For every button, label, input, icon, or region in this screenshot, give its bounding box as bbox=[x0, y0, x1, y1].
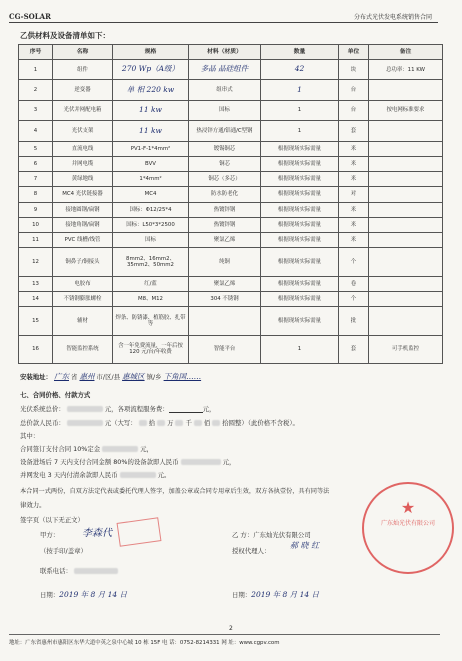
footer-address: 地址：广东省惠州市惠阳区东华大道中英之泉中心城 10 栋 15F 电 话：0752-8214331 网 址：www.cgpv.com bbox=[9, 640, 280, 646]
table-row bbox=[19, 307, 443, 335]
equipment-payment-line bbox=[20, 457, 235, 466]
cell-quantity: 1 bbox=[261, 121, 339, 141]
table-row bbox=[19, 233, 443, 248]
cell-unit: 米 bbox=[339, 156, 369, 171]
cell-material: 组串式 bbox=[189, 80, 261, 100]
cell-remark bbox=[369, 217, 443, 232]
cell-spec: 焊条、防锈漆、植筋胶、扎带等 bbox=[113, 307, 189, 335]
cell-unit: 卷 bbox=[339, 276, 369, 291]
cell-name: 直流电线 bbox=[53, 141, 113, 156]
table-row bbox=[19, 80, 443, 100]
cell-index: 11 bbox=[19, 233, 53, 248]
redacted-amount bbox=[181, 459, 221, 465]
text: 圆整）（此价格不含税）。 bbox=[228, 419, 299, 427]
cell-spec: 270 Wp（A级） bbox=[113, 60, 189, 80]
cell-unit: 个 bbox=[339, 291, 369, 306]
cell-remark bbox=[369, 276, 443, 291]
cell-remark bbox=[369, 307, 443, 335]
cell-name: 电胶布 bbox=[53, 276, 113, 291]
cell-quantity: 根据现场实际需量 bbox=[261, 217, 339, 232]
text: 光伏系统总价： bbox=[20, 405, 65, 413]
cell-index: 4 bbox=[19, 121, 53, 141]
cell-name: 接地圆钢/扁钢 bbox=[53, 202, 113, 217]
col-header: 材料（材质） bbox=[189, 45, 261, 60]
cell-index: 1 bbox=[19, 60, 53, 80]
company-seal bbox=[362, 482, 454, 574]
materials-section-title: 乙供材料及设备清单如下： bbox=[20, 31, 110, 40]
redacted-amount bbox=[102, 446, 138, 452]
footer-divider bbox=[9, 634, 440, 635]
cell-quantity: 42 bbox=[261, 60, 339, 80]
cell-name: PVC 线槽/线管 bbox=[53, 233, 113, 248]
cell-index: 7 bbox=[19, 172, 53, 187]
cell-unit: 米 bbox=[339, 202, 369, 217]
cell-material bbox=[189, 307, 261, 335]
text: 元。 bbox=[157, 471, 171, 479]
cell-spec: 国标：Φ12/25*4 bbox=[113, 202, 189, 217]
table-row bbox=[19, 276, 443, 291]
redacted-amount bbox=[212, 420, 220, 426]
redacted-phone bbox=[74, 568, 118, 574]
cell-remark bbox=[369, 80, 443, 100]
cell-remark: 按电网标准要求 bbox=[369, 100, 443, 120]
text: 千 bbox=[185, 419, 192, 427]
table-row bbox=[19, 202, 443, 217]
cell-material: 热镀锌钢 bbox=[189, 202, 261, 217]
cell-unit: 对 bbox=[339, 187, 369, 202]
install-town-suffix: 镇/乡 bbox=[146, 373, 162, 381]
cell-remark bbox=[369, 291, 443, 306]
table-row bbox=[19, 60, 443, 80]
cell-remark bbox=[369, 172, 443, 187]
company-logo-text: CG-SOLAR bbox=[9, 12, 51, 21]
cell-name: 逆变器 bbox=[53, 80, 113, 100]
page-number: 2 bbox=[229, 625, 233, 632]
text: 联系电话： bbox=[40, 567, 72, 575]
text: 元， bbox=[222, 458, 236, 466]
table-row bbox=[19, 121, 443, 141]
party-b-label: 乙 方：广东灿光伏有限公司 bbox=[232, 531, 311, 539]
cell-index: 5 bbox=[19, 141, 53, 156]
cell-index: 6 bbox=[19, 156, 53, 171]
deposit-line bbox=[20, 444, 153, 453]
cell-material: 聚氯乙烯 bbox=[189, 233, 261, 248]
table-row bbox=[19, 335, 443, 363]
cell-index: 14 bbox=[19, 291, 53, 306]
cell-remark bbox=[369, 202, 443, 217]
cell-material: 304 不锈钢 bbox=[189, 291, 261, 306]
col-header: 数量 bbox=[261, 45, 339, 60]
install-label: 安装地址： bbox=[20, 373, 52, 381]
cell-spec: MC4 bbox=[113, 187, 189, 202]
cell-index: 2 bbox=[19, 80, 53, 100]
cell-quantity: 根据现场实际需量 bbox=[261, 248, 339, 276]
text: 并网发电 3 天内付清余款即人民币 bbox=[20, 471, 118, 479]
balance-payment-line bbox=[20, 470, 170, 479]
install-province: 广东 bbox=[54, 372, 69, 381]
cell-index: 8 bbox=[19, 187, 53, 202]
table-row bbox=[19, 172, 443, 187]
cell-material: 智能平台 bbox=[189, 335, 261, 363]
validity-paragraph-end: 律效力。 bbox=[20, 501, 46, 509]
cell-index: 3 bbox=[19, 100, 53, 120]
price-total-line bbox=[20, 404, 215, 413]
party-b-date-line bbox=[232, 589, 319, 600]
redacted-amount bbox=[194, 420, 202, 426]
cell-name: 黄绿地线 bbox=[53, 172, 113, 187]
table-row bbox=[19, 156, 443, 171]
cell-material: 热镀锌钢 bbox=[189, 217, 261, 232]
seal-star-icon: ★ bbox=[400, 498, 416, 517]
redacted-amount bbox=[67, 420, 103, 426]
cell-index: 9 bbox=[19, 202, 53, 217]
cell-spec: 国标：L50*3*2500 bbox=[113, 217, 189, 232]
table-row bbox=[19, 141, 443, 156]
cell-index: 15 bbox=[19, 307, 53, 335]
cell-material: 多晶 晶硅组件 bbox=[189, 60, 261, 80]
cell-unit: 米 bbox=[339, 233, 369, 248]
cell-material: 热浸锌方通/铝通/C型钢 bbox=[189, 121, 261, 141]
table-row bbox=[19, 100, 443, 120]
cell-unit: 个 bbox=[339, 248, 369, 276]
install-city-suffix: 市/区/县 bbox=[96, 373, 121, 381]
cell-spec: 11 kw bbox=[113, 100, 189, 120]
cell-remark bbox=[369, 248, 443, 276]
cell-material: 防水防老化 bbox=[189, 187, 261, 202]
materials-table bbox=[18, 44, 443, 364]
cell-spec: 国标 bbox=[113, 233, 189, 248]
text: 拾 bbox=[222, 419, 229, 427]
cell-quantity: 1 bbox=[261, 80, 339, 100]
cell-name: 接地角钢/扁钢 bbox=[53, 217, 113, 232]
cell-unit: 米 bbox=[339, 141, 369, 156]
col-header: 单位 bbox=[339, 45, 369, 60]
cell-index: 16 bbox=[19, 335, 53, 363]
cell-spec: 8mm2、16mm2、35mm2、50mm2 bbox=[113, 248, 189, 276]
text: 拾 bbox=[148, 419, 156, 427]
cell-name: 光伏并网配电箱 bbox=[53, 100, 113, 120]
cell-unit: 批 bbox=[339, 307, 369, 335]
install-village: 下角国…… bbox=[163, 372, 202, 381]
install-city: 惠州 bbox=[79, 372, 95, 381]
text: 元， bbox=[202, 405, 216, 413]
install-address-line bbox=[20, 371, 201, 382]
cell-material: 铜芯 bbox=[189, 156, 261, 171]
cell-name: 并网电缆 bbox=[53, 156, 113, 171]
cell-remark bbox=[369, 141, 443, 156]
table-header-row bbox=[19, 45, 443, 60]
cell-unit: 米 bbox=[339, 217, 369, 232]
cell-name: 辅材 bbox=[53, 307, 113, 335]
redacted-amount bbox=[157, 420, 165, 426]
cell-quantity: 1 bbox=[261, 100, 339, 120]
text: 佰 bbox=[203, 419, 211, 427]
text: 其中： bbox=[20, 432, 40, 440]
party-a-date: 2019 年 8 月 14 日 bbox=[59, 590, 127, 599]
cell-index: 13 bbox=[19, 276, 53, 291]
cell-quantity: 根据现场实际需量 bbox=[261, 233, 339, 248]
party-b-rep-label: 授权代理人： bbox=[232, 547, 271, 555]
redacted-amount bbox=[120, 472, 156, 478]
cell-unit: 块 bbox=[339, 60, 369, 80]
cell-material: 纯铜 bbox=[189, 248, 261, 276]
cell-spec: 1*4mm² bbox=[113, 172, 189, 187]
cell-material: 镀锡铜芯 bbox=[189, 141, 261, 156]
redacted-amount bbox=[67, 406, 103, 412]
cell-name: MC4 光伏链接器 bbox=[53, 187, 113, 202]
redacted-amount bbox=[175, 420, 183, 426]
cell-remark bbox=[369, 187, 443, 202]
document-title: 分布式光伏发电系统销售合同 bbox=[353, 14, 432, 21]
table-row bbox=[19, 291, 443, 306]
party-a-label: 甲方： bbox=[40, 531, 60, 539]
text: 日期： bbox=[232, 591, 252, 599]
text: 元， bbox=[140, 445, 153, 453]
party-b-signature: 郝 晓 红 bbox=[290, 541, 320, 550]
fingerprint-stamp bbox=[117, 517, 162, 547]
table-row bbox=[19, 187, 443, 202]
col-header: 规格 bbox=[113, 45, 189, 60]
cell-index: 10 bbox=[19, 217, 53, 232]
text: 元，各项流程服务费： bbox=[104, 405, 169, 413]
cell-quantity: 1 bbox=[261, 335, 339, 363]
cell-quantity: 根据现场实际需量 bbox=[261, 156, 339, 171]
cell-remark bbox=[369, 121, 443, 141]
party-a-rep-label: （按手印/盖章） bbox=[40, 547, 87, 555]
cell-spec: BVV bbox=[113, 156, 189, 171]
text: 元（大写： bbox=[104, 419, 137, 427]
cell-name: 铜鼻子/铜接头 bbox=[53, 248, 113, 276]
cell-spec: 单 相 220 kw bbox=[113, 80, 189, 100]
cell-spec: 11 kw bbox=[113, 121, 189, 141]
redacted-amount bbox=[139, 420, 147, 426]
cell-spec: PV1-F-1*4mm² bbox=[113, 141, 189, 156]
cell-index: 12 bbox=[19, 248, 53, 276]
install-province-suffix: 省 bbox=[71, 373, 78, 381]
table-row bbox=[19, 248, 443, 276]
cell-material: 国标 bbox=[189, 100, 261, 120]
cell-remark: 可手机监控 bbox=[369, 335, 443, 363]
col-header: 备注 bbox=[369, 45, 443, 60]
cell-spec: 含一年免费流量，一年后按 120 元/台/年收费 bbox=[113, 335, 189, 363]
cell-unit: 台 bbox=[339, 100, 369, 120]
contact-phone-line bbox=[40, 566, 120, 575]
blank-fill bbox=[169, 405, 203, 413]
col-header: 序号 bbox=[19, 45, 53, 60]
validity-paragraph: 本合同一式两份，自双方法定代表或委托代理人签字，加盖公章或合同专用章后生效，双方各执壹份，具有同等法 bbox=[20, 488, 330, 495]
cell-name: 不锈钢膨胀螺栓 bbox=[53, 291, 113, 306]
text: 万 bbox=[167, 419, 174, 427]
text: 总价款人民币： bbox=[20, 419, 65, 427]
text: 合同签订支付合同 10%定金 bbox=[20, 445, 101, 453]
install-district: 惠城区 bbox=[122, 372, 145, 381]
seal-text: 广东灿光伏有限公司 bbox=[380, 520, 435, 527]
cell-unit: 台 bbox=[339, 80, 369, 100]
party-a-date-line bbox=[40, 589, 127, 600]
cell-quantity: 根据现场实际需量 bbox=[261, 141, 339, 156]
cell-unit: 套 bbox=[339, 335, 369, 363]
signature-note: 签字页（以下无正文） bbox=[20, 516, 84, 524]
table-row bbox=[19, 217, 443, 232]
cell-quantity: 根据现场实际需量 bbox=[261, 276, 339, 291]
col-header: 名称 bbox=[53, 45, 113, 60]
cell-spec: M8、M12 bbox=[113, 291, 189, 306]
cell-quantity: 根据现场实际需量 bbox=[261, 307, 339, 335]
cell-material: 铜芯（多芯） bbox=[189, 172, 261, 187]
cell-unit: 米 bbox=[339, 172, 369, 187]
cell-unit: 套 bbox=[339, 121, 369, 141]
cell-remark bbox=[369, 156, 443, 171]
cell-quantity: 根据现场实际需量 bbox=[261, 202, 339, 217]
cell-quantity: 根据现场实际需量 bbox=[261, 187, 339, 202]
header-divider bbox=[9, 22, 438, 23]
price-words-line bbox=[20, 418, 299, 427]
text: 日期： bbox=[40, 591, 60, 599]
cell-name: 光伏支架 bbox=[53, 121, 113, 141]
cell-remark: 总功率：11 KW bbox=[369, 60, 443, 80]
price-section-title: 七、合同价格、付款方式 bbox=[20, 391, 91, 399]
cell-remark bbox=[369, 233, 443, 248]
cell-name: 智能监控系统 bbox=[53, 335, 113, 363]
cell-quantity: 根据现场实际需量 bbox=[261, 291, 339, 306]
cell-spec: 红/蓝 bbox=[113, 276, 189, 291]
cell-name: 组件 bbox=[53, 60, 113, 80]
party-b-date: 2019 年 8 月 14 日 bbox=[251, 590, 319, 599]
cell-quantity: 根据现场实际需量 bbox=[261, 172, 339, 187]
party-a-signature: 李森代 bbox=[82, 528, 112, 539]
cell-material: 聚氯乙烯 bbox=[189, 276, 261, 291]
text: 设备进场后 7 天内支付合同金额 80%的设备款即人民币 bbox=[20, 458, 179, 466]
